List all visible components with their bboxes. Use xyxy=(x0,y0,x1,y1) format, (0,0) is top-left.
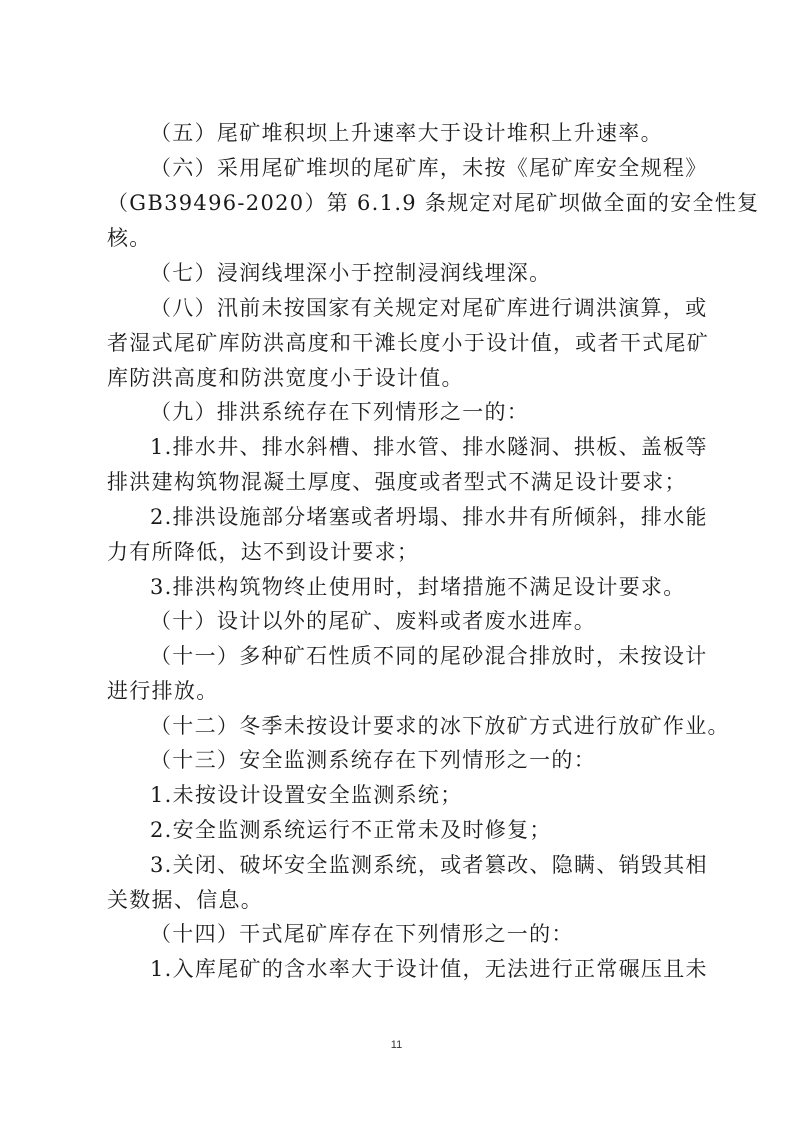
text-line: 3.关闭、破坏安全监测系统，或者篡改、隐瞒、销毁其相 xyxy=(150,853,708,877)
text-line: 1.排水井、排水斜槽、排水管、排水隧洞、拱板、盖板等 xyxy=(150,435,708,459)
text-line: 2.安全监测系统运行不正常未及时修复； xyxy=(150,818,552,842)
text-line: （五）尾矿堆积坝上升速率大于设计堆积上升速率。 xyxy=(150,121,663,145)
text-line: 1.入库尾矿的含水率大于设计值，无法进行正常碾压且未 xyxy=(150,957,708,981)
text-line: （七）浸润线埋深小于控制浸润线埋深。 xyxy=(150,261,552,285)
text-line: （十四）干式尾矿库存在下列情形之一的： xyxy=(150,922,574,946)
text-line: （六）采用尾矿堆坝的尾矿库，未按《尾矿库安全规程》 xyxy=(150,156,708,180)
text-line: 者湿式尾矿库防洪高度和干滩长度小于设计值，或者干式尾矿 xyxy=(107,331,710,355)
text-line: （十）设计以外的尾矿、废料或者废水进库。 xyxy=(150,609,596,633)
text-line: （九）排洪系统存在下列情形之一的： xyxy=(150,400,530,424)
text-line: 库防洪高度和防洪宽度小于设计值。 xyxy=(107,366,464,390)
text-line: （十一）多种矿石性质不同的尾砂混合排放时，未按设计 xyxy=(150,644,708,668)
text-line: 1.未按设计设置安全监测系统； xyxy=(150,783,463,807)
text-line: 排洪建构筑物混凝土厚度、强度或者型式不满足设计要求； xyxy=(107,470,687,494)
text-line: 力有所降低，达不到设计要求； xyxy=(107,540,420,564)
text-line: （十三）安全监测系统存在下列情形之一的： xyxy=(150,748,596,772)
text-line: 核。 xyxy=(107,226,152,250)
text-line: （GB39496-2020）第 6.1.9 条规定对尾矿坝做全面的安全性复 xyxy=(107,191,760,215)
text-line: 2.排洪设施部分堵塞或者坍塌、排水井有所倾斜，排水能 xyxy=(150,505,708,529)
text-line: 进行排放。 xyxy=(107,679,219,703)
page-number: 11 xyxy=(390,1039,403,1051)
text-line: 关数据、信息。 xyxy=(107,888,264,912)
text-line: （十二）冬季未按设计要求的冰下放矿方式进行放矿作业。 xyxy=(150,714,730,738)
text-line: 3.排洪构筑物终止使用时，封堵措施不满足设计要求。 xyxy=(150,575,686,599)
text-line: （八）汛前未按国家有关规定对尾矿库进行调洪演算，或 xyxy=(150,296,708,320)
